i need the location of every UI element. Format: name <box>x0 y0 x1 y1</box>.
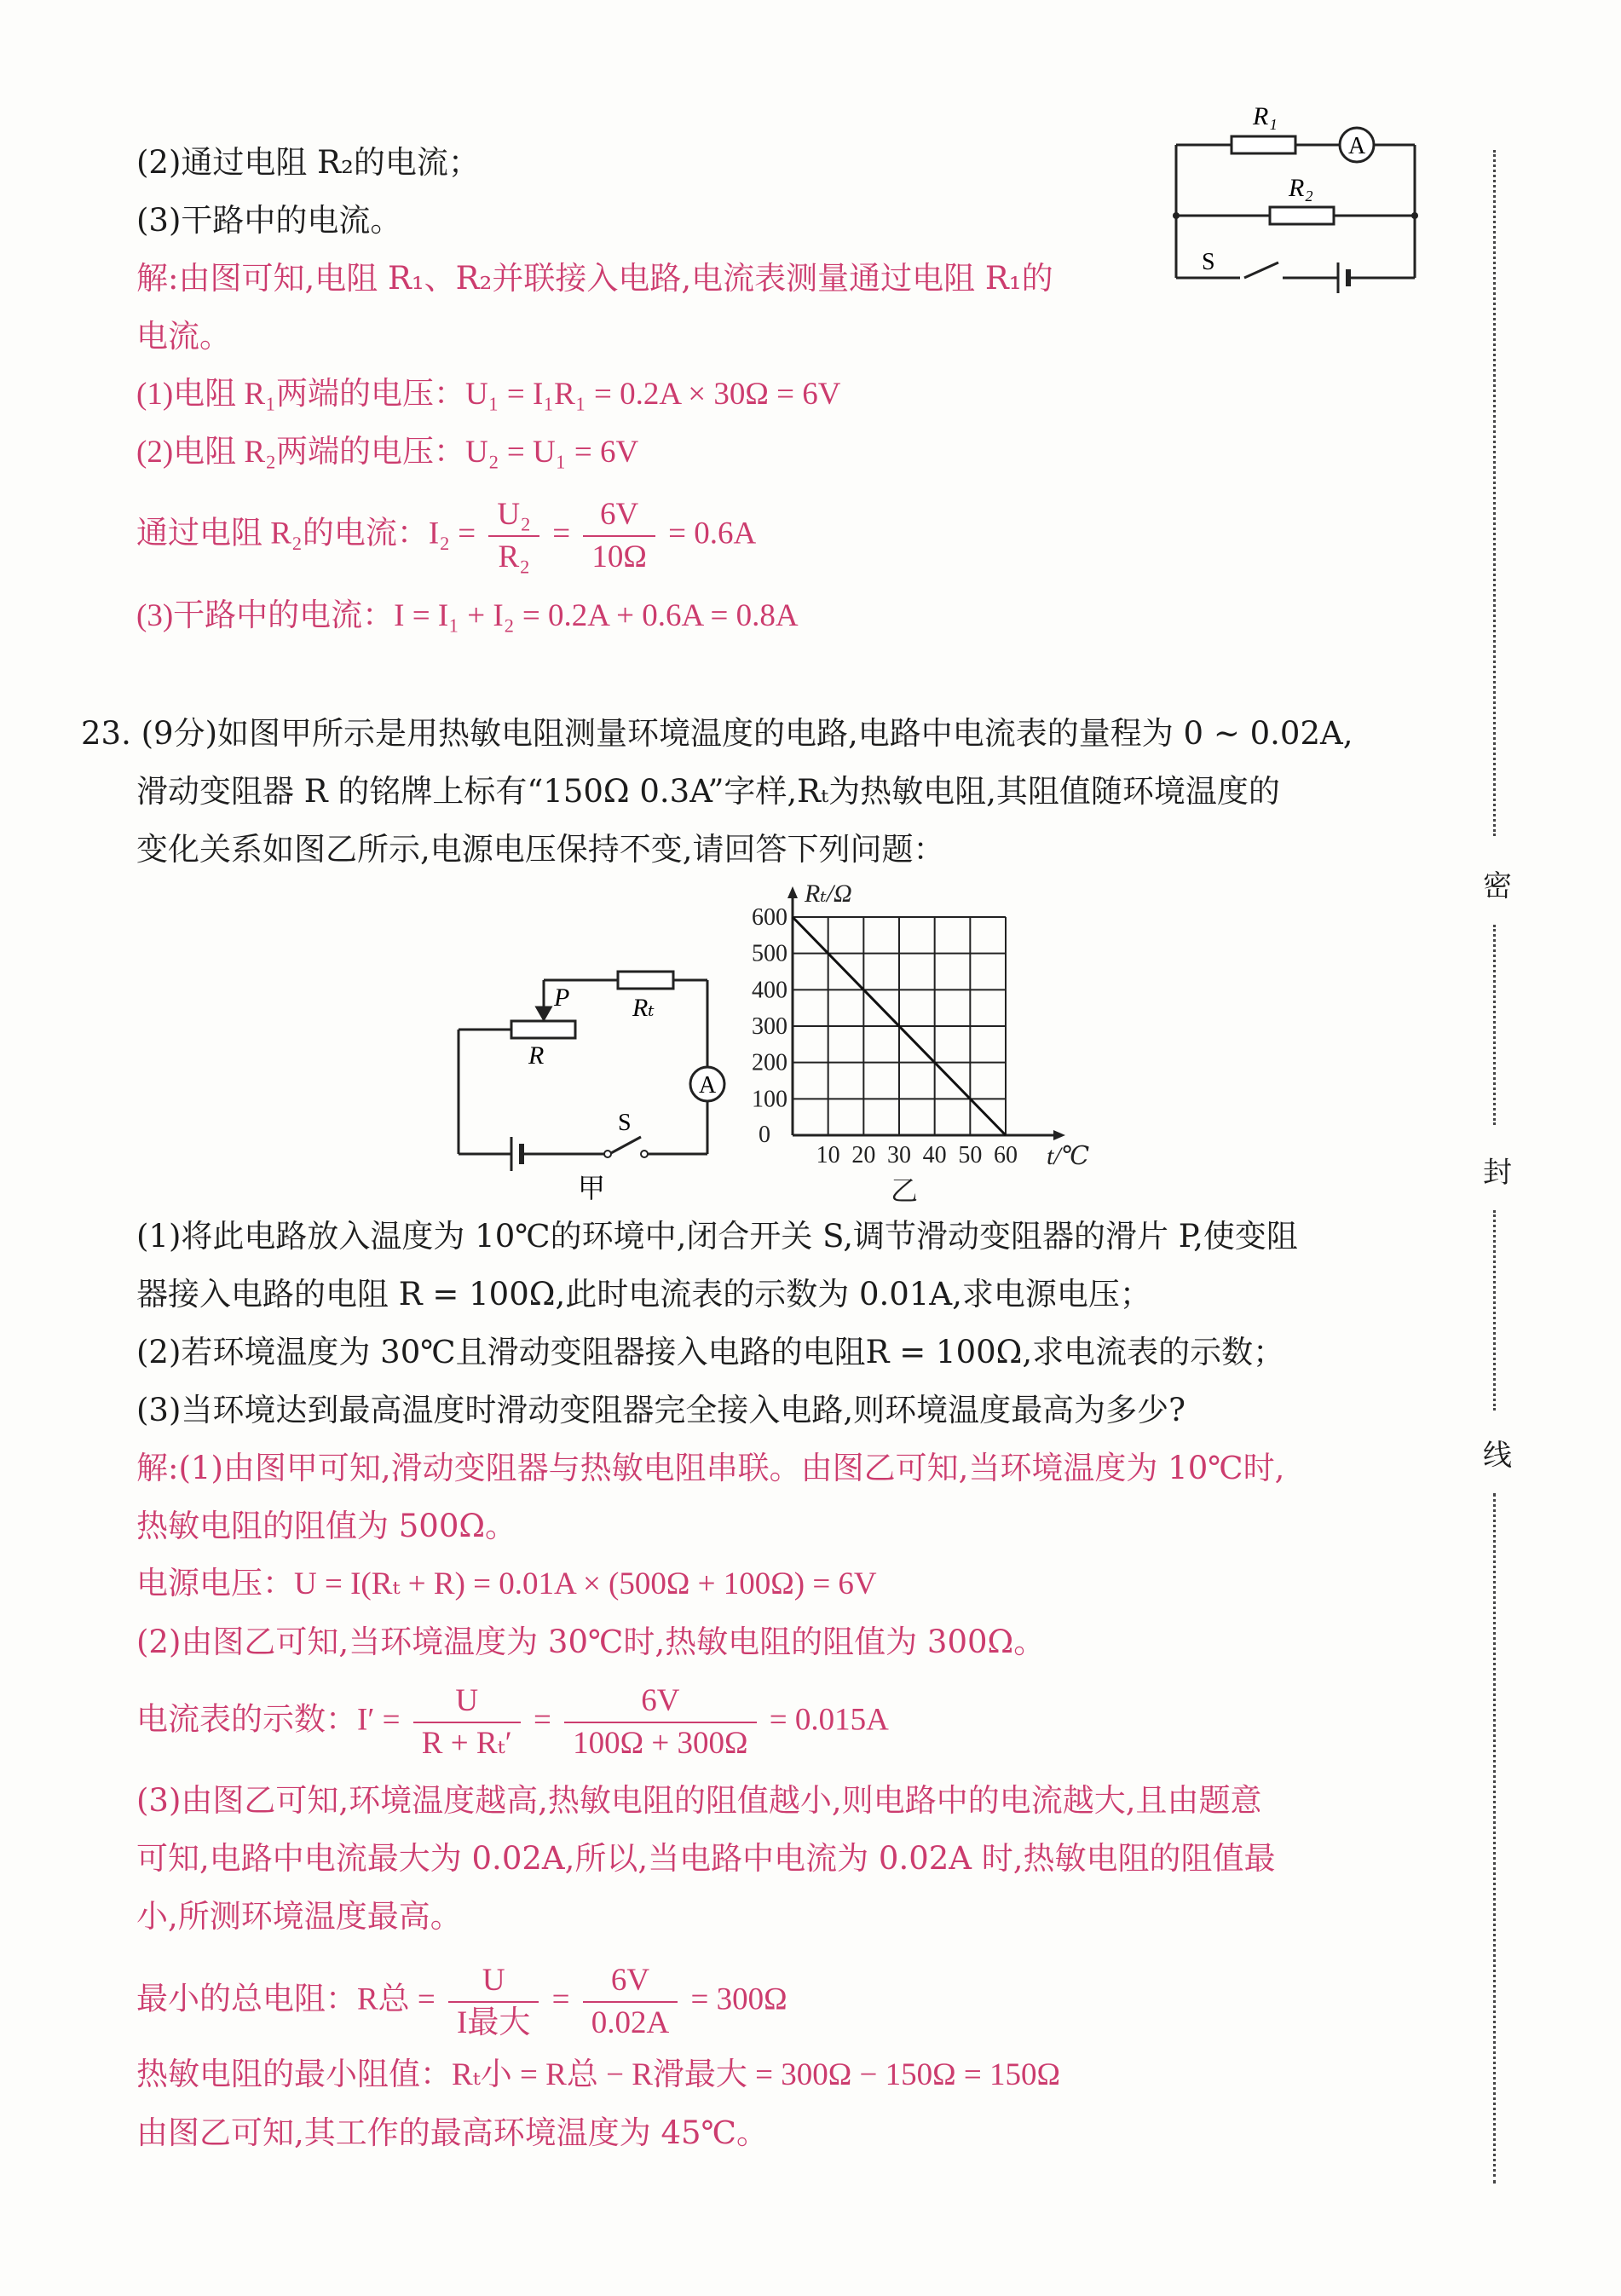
solution-step-1: (1)电阻 R₁两端的电压：U₁ = I₁R₁ = 0.2A × 30Ω = 6V <box>136 377 841 412</box>
q23-part-2: (2)若环境温度为 30℃且滑动变阻器接入电路的电阻R = 100Ω,求电流表的示数； <box>136 1334 1285 1370</box>
chart-caption: 乙 <box>891 1175 919 1203</box>
sol23-min-total-resistance <box>136 1960 787 2044</box>
x-axis-label: t/℃ <box>1047 1142 1090 1170</box>
denominator: 100Ω + 300Ω <box>573 1726 748 1761</box>
switch-label: S <box>1202 249 1215 275</box>
solution-intro: 解:由图可知,电阻 R₁、R₂并联接入电路,电流表测量通过电阻 R₁的 <box>136 260 1053 297</box>
numerator: U <box>413 1681 521 1723</box>
q23-part-1b: 器接入电路的电阻 R = 100Ω,此时电流表的示数为 0.01A,求电源电压； <box>136 1276 1151 1312</box>
y-axis-arrow <box>787 886 798 898</box>
numerator: 6V <box>583 1960 678 2003</box>
series-circuit-diagram <box>443 955 733 1202</box>
question-part-3: (3)干路中的电流。 <box>136 202 402 239</box>
y-tick-label: 400 <box>752 977 787 1004</box>
numerator: 6V <box>583 494 655 537</box>
y-tick-label: 100 <box>752 1086 787 1113</box>
margin-feng-char: 封 <box>1483 1156 1512 1190</box>
denominator: I最大 <box>457 2005 531 2040</box>
sol23-line-8: 小,所测环境温度最高。 <box>136 1898 462 1935</box>
q23-part-1a: (1)将此电路放入温度为 10℃的环境中,闭合开关 S,调节滑动变阻器的滑片 P,使变阻 <box>136 1218 1298 1255</box>
r2-label: R₂ <box>1289 174 1313 202</box>
q23-part-3: (3)当环境达到最高温度时滑动变阻器完全接入电路,则环境温度最高为多少? <box>136 1392 1186 1428</box>
fraction <box>564 1681 756 1764</box>
chart-axes <box>787 886 1065 1140</box>
denominator: 10Ω <box>591 539 647 574</box>
margin-mi-char: 密 <box>1483 869 1512 903</box>
question-part-2: (2)通过电阻 R₂的电流； <box>136 144 480 181</box>
sol23-line-10: 热敏电阻的最小阻值：Rₜ小 = R总 − R滑最大 = 300Ω − 150Ω = 150Ω <box>136 2057 1060 2092</box>
binding-dotted-line <box>1493 150 1496 836</box>
solution-intro-cont: 电流。 <box>136 318 231 355</box>
x-tick-label: 20 <box>851 1142 876 1168</box>
result: = 0.015A <box>769 1702 889 1738</box>
caption-jia: 甲 <box>578 1173 606 1202</box>
equals: = <box>551 1982 570 2017</box>
sol23-line-4: (2)由图乙可知,当环境温度为 30℃时,热敏电阻的阻值为 300Ω。 <box>136 1624 1046 1660</box>
text-prefix: 电流表的示数：I′ = <box>136 1702 401 1738</box>
result: = 300Ω <box>690 1982 787 2017</box>
ammeter-label: A <box>699 1072 717 1099</box>
r1-label: R₁ <box>1253 102 1278 130</box>
sol23-line-7: 可知,电路中电流最大为 0.02A,所以,当电路中电流为 0.02A 时,热敏电阻的阻值最 <box>136 1840 1276 1877</box>
numerator: 6V <box>564 1681 756 1723</box>
x-tick-label: 50 <box>958 1142 983 1168</box>
text-prefix: 通过电阻 R₂的电流：I₂ = <box>136 516 476 551</box>
rt-label: Rₜ <box>632 994 655 1022</box>
ammeter-label: A <box>1348 133 1366 159</box>
numerator: U₂ <box>488 494 539 537</box>
y-tick-label: 600 <box>752 904 787 931</box>
sol23-line-2: 热敏电阻的阻值为 500Ω。 <box>136 1508 517 1544</box>
y-axis-label: Rₜ/Ω <box>805 880 852 908</box>
binding-dotted-line <box>1493 925 1496 1125</box>
numerator: U <box>448 1960 539 2003</box>
text-prefix: 最小的总电阻：R总 = <box>136 1982 436 2017</box>
solution-step-2: (2)电阻 R₂两端的电压：U₂ = U₁ = 6V <box>136 435 639 470</box>
switch-label: S <box>618 1110 632 1136</box>
sol23-line-1: 解:(1)由图甲可知,滑动变阻器与热敏电阻串联。由图乙可知,当环境温度为 10℃时, <box>136 1450 1285 1486</box>
rheostat-r-label: R <box>528 1041 545 1070</box>
denominator: R + Rₜ′ <box>421 1726 512 1761</box>
origin-label: 0 <box>759 1122 770 1148</box>
fraction <box>413 1681 521 1764</box>
fraction <box>583 494 655 578</box>
y-tick-label: 500 <box>752 940 787 967</box>
result: = 0.6A <box>668 516 757 551</box>
fraction <box>488 494 539 578</box>
x-tick-label: 30 <box>887 1142 911 1168</box>
sol23-line-11: 由图乙可知,其工作的最高环境温度为 45℃。 <box>136 2114 768 2151</box>
x-tick-label: 60 <box>994 1142 1018 1168</box>
binding-dotted-line <box>1493 1493 1496 2184</box>
sol23-ammeter-reading <box>136 1681 889 1764</box>
margin-xian-char: 线 <box>1483 1439 1512 1473</box>
y-tick-label: 300 <box>752 1013 787 1040</box>
denominator: 0.02A <box>591 2005 670 2040</box>
q23-line-3: 变化关系如图乙所示,电源电压保持不变,请回答下列问题： <box>136 831 945 868</box>
fraction <box>583 1960 678 2044</box>
binding-dotted-line <box>1493 1210 1496 1410</box>
x-tick-label: 40 <box>922 1142 947 1168</box>
y-tick-label: 200 <box>752 1049 787 1076</box>
q23-line-1: 23. (9分)如图甲所示是用热敏电阻测量环境温度的电路,电路中电流表的量程为 0 ~ 0.02A, <box>81 715 1353 752</box>
slider-p-label: P <box>554 984 570 1012</box>
solution-step-2-current <box>136 494 756 578</box>
fraction <box>448 1960 539 2044</box>
equals: = <box>552 516 571 551</box>
x-tick-label: 10 <box>816 1142 840 1168</box>
x-axis-arrow <box>1053 1130 1065 1140</box>
denominator: R₂ <box>498 539 531 574</box>
parallel-circuit-diagram <box>1159 92 1432 305</box>
sol23-line-6: (3)由图乙可知,环境温度越高,热敏电阻的阻值越小,则电路中的电流越大,且由题意 <box>136 1782 1262 1819</box>
solution-step-3: (3)干路中的电流：I = I₁ + I₂ = 0.2A + 0.6A = 0.8A <box>136 598 799 633</box>
q23-line-2: 滑动变阻器 R 的铭牌上标有“150Ω 0.3A”字样,Rₜ为热敏电阻,其阻值随环境温度的 <box>136 773 1280 810</box>
sol23-line-3: 电源电压：U = I(Rₜ + R) = 0.01A × (500Ω + 100Ω) = 6V <box>136 1566 877 1601</box>
resistance-temperature-chart <box>741 880 1116 1203</box>
equals: = <box>534 1702 551 1738</box>
